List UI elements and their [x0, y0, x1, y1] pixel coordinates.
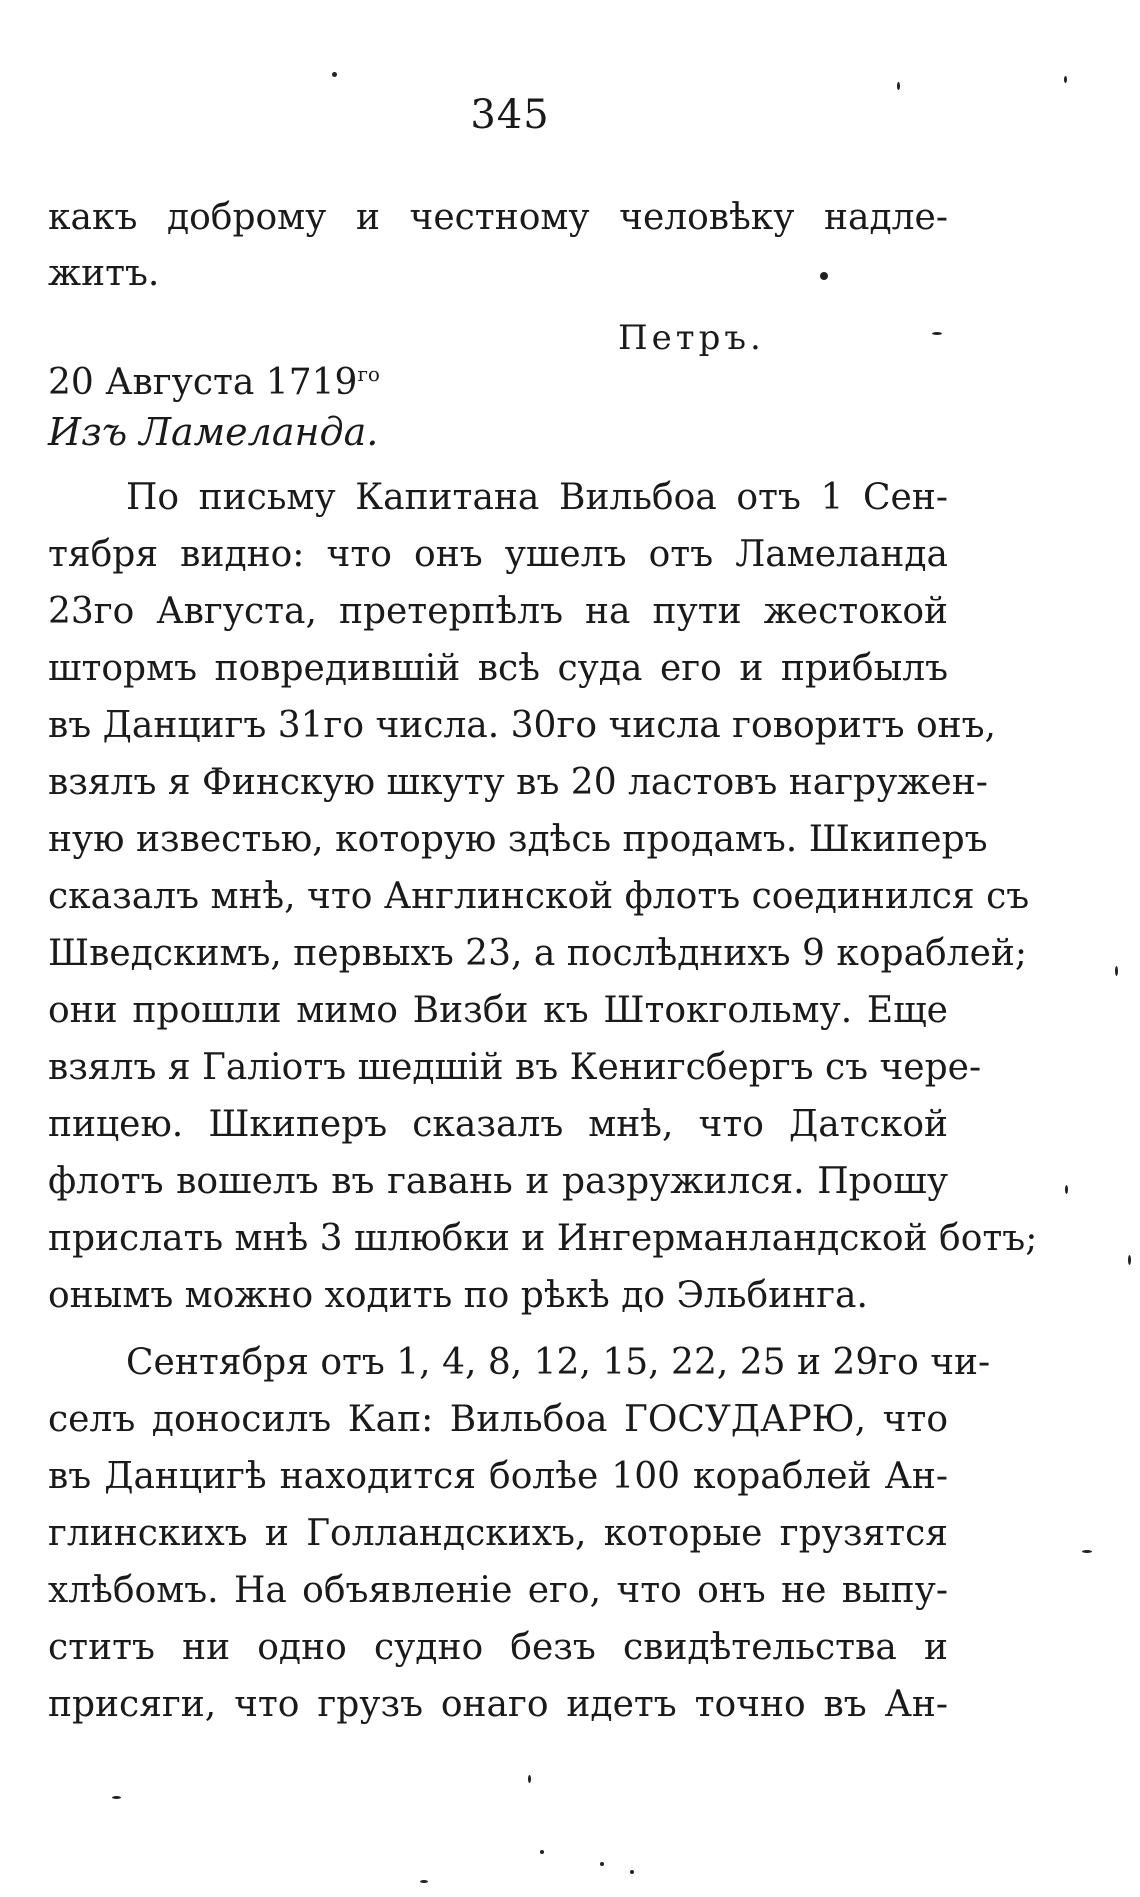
scan-speck [600, 1862, 604, 1866]
text-line: въ Данцигѣ находится болѣе 100 кораблей Ан- [48, 1456, 948, 1497]
scan-speck [112, 1796, 121, 1799]
text-line: въ Данцигъ 31го числа. 30го числа говоритъ онъ, [48, 705, 996, 746]
letter-place: Изъ Ламеланда. [48, 410, 379, 454]
scan-speck [1128, 1255, 1131, 1265]
text-line: они прошли мимо Визби къ Штокгольму. Еще [48, 990, 948, 1031]
text-line: штормъ повредившій всѣ суда его и прибылъ [48, 648, 948, 689]
text-line: хлѣбомъ. На объявленіе его, что онъ не выпу- [48, 1570, 948, 1611]
signature: Петръ. [618, 318, 765, 358]
text-line: онымъ можно ходить по рѣкѣ до Эльбинга. [48, 1275, 868, 1316]
text-line: какъ доброму и честному человѣку надле- [48, 197, 948, 238]
text-line: флотъ вошелъ въ гавань и разружился. Прошу [48, 1161, 948, 1202]
scan-speck [1064, 76, 1067, 83]
scan-speck [897, 82, 900, 90]
text-line: ную известью, которую здѣсь продамъ. Шкиперъ [48, 819, 988, 860]
scan-speck [528, 1775, 531, 1783]
text-line: селъ доносилъ Кап: Вильбоа ГОСУДАРЮ, что [48, 1399, 948, 1440]
date-suffix: го [357, 362, 380, 386]
scan-speck [630, 1870, 634, 1874]
text-line: присяги, что грузъ онаго идетъ точно въ Ан- [48, 1684, 948, 1725]
letter-date [48, 362, 380, 403]
text-line: Сентября отъ 1, 4, 8, 12, 15, 22, 25 и 29го чи- [126, 1342, 991, 1383]
scan-speck [1115, 966, 1118, 976]
text-line: сказалъ мнѣ, что Англинской флотъ соединился съ [48, 876, 1030, 917]
text-line: ститъ ни одно судно безъ свидѣтельства и [48, 1627, 948, 1668]
scan-speck [820, 272, 828, 280]
text-line: взялъ я Финскую шкуту въ 20 ластовъ нагружен- [48, 762, 988, 803]
text-line: 23го Августа, претерпѣлъ на пути жестокой [48, 591, 948, 632]
text-line: По письму Капитана Вильбоа отъ 1 Сен- [126, 477, 948, 518]
text-line: прислать мнѣ 3 шлюбки и Ингерманландской ботъ; [48, 1218, 1038, 1259]
text-line: житъ. [48, 253, 160, 294]
text-line: взялъ я Галіотъ шедшій въ Кенигсбергъ съ чере- [48, 1047, 982, 1088]
text-line: глинскихъ и Голландскихъ, которые грузятся [48, 1513, 948, 1554]
date-text: 20 Августа 1719 [48, 362, 358, 403]
scan-speck [540, 1850, 544, 1854]
text-line: тября видно: что онъ ушелъ отъ Ламеланда [48, 534, 948, 575]
text-line: пицею. Шкиперъ сказалъ мнѣ, что Датской [48, 1104, 948, 1145]
scan-speck [420, 1880, 428, 1883]
scan-speck [1065, 1185, 1068, 1194]
scan-speck [332, 72, 337, 77]
page-number: 345 [470, 92, 550, 138]
text-line: Шведскимъ, первыхъ 23, а послѣднихъ 9 кораблей; [48, 933, 1027, 974]
scan-speck [932, 332, 942, 335]
scan-speck [1082, 1550, 1092, 1553]
